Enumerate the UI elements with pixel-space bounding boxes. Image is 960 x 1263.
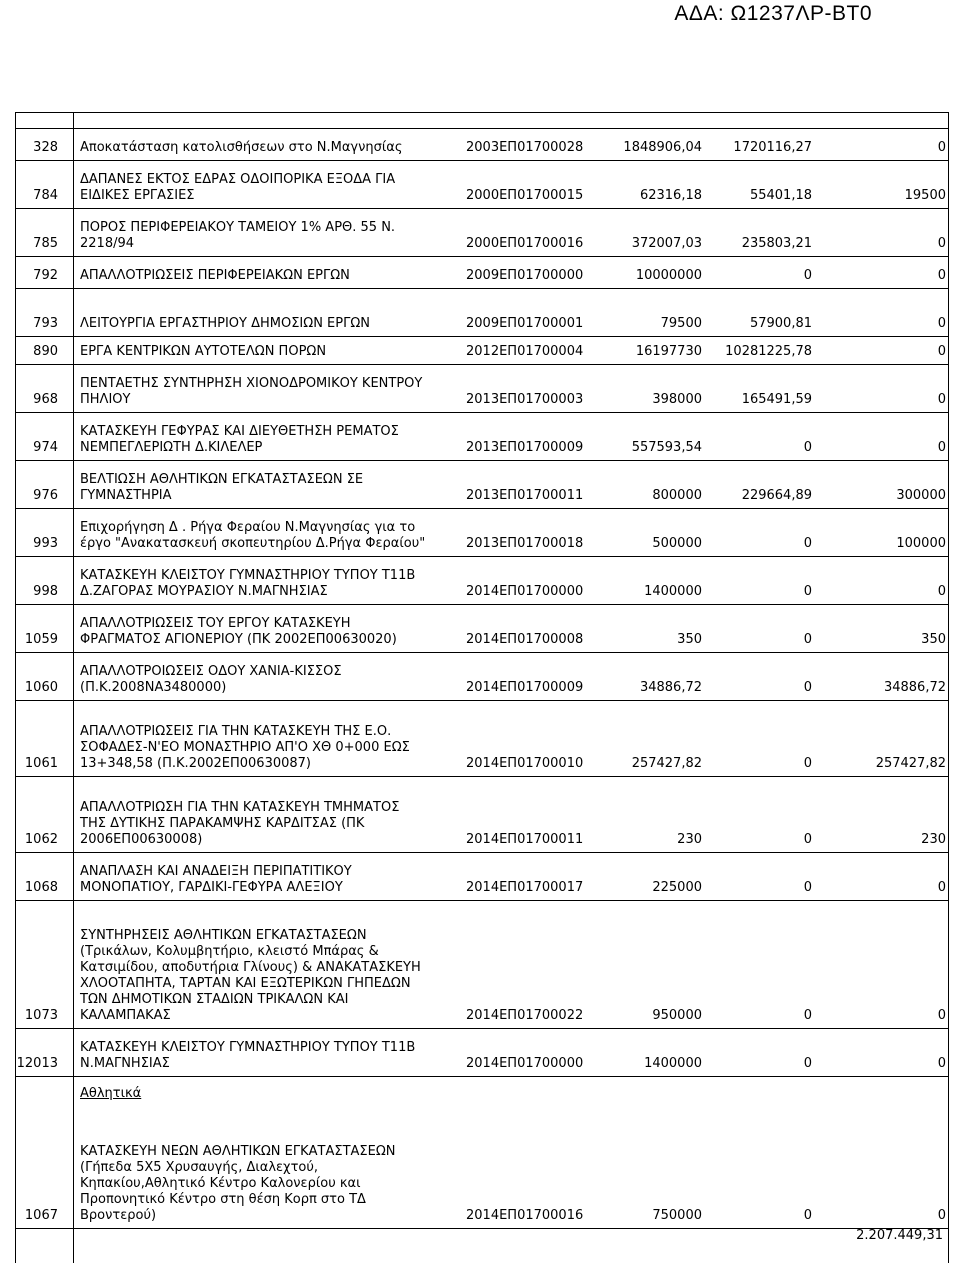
row-code: 2014ΕΠ01700017 xyxy=(466,880,584,895)
row-amount-c: 0 xyxy=(937,584,946,599)
row-amount-a: 34886,72 xyxy=(639,680,702,695)
row-amount-a: 79500 xyxy=(660,316,702,331)
row-amount-b: 229664,89 xyxy=(741,488,812,503)
row-code: 2012ΕΠ01700004 xyxy=(466,344,584,359)
row-id: 1067 xyxy=(24,1208,58,1223)
row-description: ΚΑΤΑΣΚΕΥΗ ΝΕΩΝ ΑΘΛΗΤΙΚΩΝ ΕΓΚΑΤΑΣΤΑΣΕΩΝ (Γήπεδα 5Χ5 Χρυσαυγής, Διαλεχτού, Κηπακίου,Αθλητικό Κέντρο Καλονερίου και Προπονητικό Κέντρο στη θέση Κορπ στο ΤΔ Βροντερού) xyxy=(80,1144,396,1223)
row-id: 784 xyxy=(33,188,58,203)
row-amount-c: 0 xyxy=(937,236,946,251)
row-amount-c: 300000 xyxy=(896,488,946,503)
row-amount-c: 0 xyxy=(937,880,946,895)
row-code: 2013ΕΠ01700011 xyxy=(466,488,584,503)
row-divider xyxy=(15,364,948,365)
row-amount-b: 0 xyxy=(803,536,812,551)
row-amount-a: 500000 xyxy=(652,536,702,551)
row-id: 1060 xyxy=(24,680,58,695)
row-amount-b: 1720116,27 xyxy=(733,140,812,155)
row-amount-a: 750000 xyxy=(652,1208,702,1223)
row-description: ΑΠΑΛΛΟΤΡΙΩΣΗ ΓΙΑ ΤΗΝ ΚΑΤΑΣΚΕΥΗ ΤΜΗΜΑΤΟΣ ΤΗΣ ΔΥΤΙΚΗΣ ΠΑΡΑΚΑΜΨΗΣ ΚΑΡΔΙΤΣΑΣ (ΠΚ 2006ΕΠ00630008) xyxy=(80,800,400,847)
row-id: 792 xyxy=(33,268,58,283)
col-divider-id xyxy=(73,112,74,1263)
row-id: 974 xyxy=(33,440,58,455)
row-code: 2013ΕΠ01700003 xyxy=(466,392,584,407)
row-amount-a: 257427,82 xyxy=(631,756,702,771)
row-code: 2000ΕΠ01700015 xyxy=(466,188,584,203)
row-amount-a: 1400000 xyxy=(644,1056,702,1071)
row-description: ΚΑΤΑΣΚΕΥΗ ΚΛΕΙΣΤΟΥ ΓΥΜΝΑΣΤΗΡΙΟΥ ΤΥΠΟΥ Τ11Β Ν.ΜΑΓΝΗΣΙΑΣ xyxy=(80,1040,416,1071)
row-description: ΠΟΡΟΣ ΠΕΡΙΦΕΡΕΙΑΚΟΥ ΤΑΜΕΙΟΥ 1% ΑΡΘ. 55 Ν. 2218/94 xyxy=(80,220,396,251)
row-id: 785 xyxy=(33,236,58,251)
row-amount-c: 0 xyxy=(937,1056,946,1071)
row-code: 2014ΕΠ01700022 xyxy=(466,1008,584,1023)
row-description: ΑΝΑΠΛΑΣΗ ΚΑΙ ΑΝΑΔΕΙΞΗ ΠΕΡΙΠΑΤΙΤΙΚΟΥ ΜΟΝΟΠΑΤΙΟΥ, ΓΑΡΔΙΚΙ-ΓΕΦΥΡΑ ΑΛΕΞΙΟΥ xyxy=(80,864,352,895)
row-amount-c: 0 xyxy=(937,1208,946,1223)
row-amount-b: 10281225,78 xyxy=(725,344,812,359)
row-amount-c: 230 xyxy=(921,832,946,847)
row-divider xyxy=(15,1028,948,1029)
row-description: ΣΥΝΤΗΡΗΣΕΙΣ ΑΘΛΗΤΙΚΩΝ ΕΓΚΑΤΑΣΤΑΣΕΩΝ (Τρικάλων, Κολυμβητήριο, κλειστό Μπάρας & Κατσιμίδου, αποδυτήρια Γλίνους) & ΑΝΑΚΑΤΑΣΚΕΥΗ ΧΛΟΟΤΑΠΗΤΑ, ΤΑΡΤΑΝ ΚΑΙ ΕΞΩΤΕΡΙΚΩΝ ΓΗΠΕΔΩΝ ΤΩΝ ΔΗΜΟΤΙΚΩΝ ΣΤΑΔΙΩΝ ΤΡΙΚΑΛΩΝ ΚΑΙ ΚΑΛΑΜΠΑΚΑΣ xyxy=(80,928,421,1023)
row-code: 2014ΕΠ01700000 xyxy=(466,584,584,599)
row-amount-a: 350 xyxy=(677,632,702,647)
row-amount-c: 0 xyxy=(937,392,946,407)
row-amount-c: 257427,82 xyxy=(875,756,946,771)
row-description: Αποκατάσταση κατολισθήσεων στο Ν.Μαγνησίας xyxy=(80,140,403,155)
row-id: 1068 xyxy=(24,880,58,895)
row-amount-c: 0 xyxy=(937,344,946,359)
row-divider xyxy=(15,288,948,289)
row-code: 2013ΕΠ01700018 xyxy=(466,536,584,551)
row-amount-b: 0 xyxy=(803,1208,812,1223)
row-divider xyxy=(15,852,948,853)
row-code: 2009ΕΠ01700001 xyxy=(466,316,584,331)
row-code: 2014ΕΠ01700010 xyxy=(466,756,584,771)
row-amount-a: 950000 xyxy=(652,1008,702,1023)
row-amount-a: 557593,54 xyxy=(631,440,702,455)
row-id: 1059 xyxy=(24,632,58,647)
row-divider xyxy=(15,1228,948,1229)
row-amount-b: 57900,81 xyxy=(749,316,812,331)
row-divider xyxy=(15,112,948,113)
row-divider xyxy=(15,460,948,461)
row-description: ΑΠΑΛΛΟΤΡΟΙΩΣΕΙΣ ΟΔΟΥ ΧΑΝΙΑ-ΚΙΣΣΟΣ (Π.Κ.2008ΝΑ3480000) xyxy=(80,664,342,695)
row-amount-a: 372007,03 xyxy=(631,236,702,251)
section-label: Αθλητικά xyxy=(80,1086,142,1101)
row-amount-a: 800000 xyxy=(652,488,702,503)
row-amount-b: 0 xyxy=(803,1056,812,1071)
row-id: 968 xyxy=(33,392,58,407)
row-id: 328 xyxy=(33,140,58,155)
row-code: 2009ΕΠ01700000 xyxy=(466,268,584,283)
row-code: 2014ΕΠ01700016 xyxy=(466,1208,584,1223)
row-amount-b: 0 xyxy=(803,268,812,283)
row-description: ΛΕΙΤΟΥΡΓΙΑ ΕΡΓΑΣΤΗΡΙΟΥ ΔΗΜΟΣΙΩΝ ΕΡΓΩΝ xyxy=(80,316,371,331)
row-amount-a: 230 xyxy=(677,832,702,847)
row-code: 2014ΕΠ01700000 xyxy=(466,1056,584,1071)
row-id: 1073 xyxy=(24,1008,58,1023)
row-id: 993 xyxy=(33,536,58,551)
row-amount-c: 19500 xyxy=(904,188,946,203)
row-divider xyxy=(15,900,948,901)
row-id: 12013 xyxy=(16,1056,58,1071)
row-amount-c: 100000 xyxy=(896,536,946,551)
row-divider xyxy=(15,208,948,209)
row-amount-c: 0 xyxy=(937,1008,946,1023)
row-divider xyxy=(15,160,948,161)
row-description: ΑΠΑΛΛΟΤΡΙΩΣΕΙΣ ΓΙΑ ΤΗΝ ΚΑΤΑΣΚΕΥΗ ΤΗΣ Ε.Ο. ΣΟΦΑΔΕΣ-Ν'ΕΟ ΜΟΝΑΣΤΗΡΙΟ ΑΠ'Ο ΧΘ 0+000 ΕΩΣ 13+348,58 (Π.Κ.2002ΕΠ00630087) xyxy=(80,724,410,771)
row-code: 2014ΕΠ01700011 xyxy=(466,832,584,847)
col-divider-right xyxy=(948,112,949,1263)
row-divider xyxy=(15,256,948,257)
row-amount-b: 235803,21 xyxy=(741,236,812,251)
row-divider xyxy=(15,652,948,653)
row-amount-b: 55401,18 xyxy=(749,188,812,203)
row-amount-c: 350 xyxy=(921,632,946,647)
row-amount-a: 225000 xyxy=(652,880,702,895)
row-id: 998 xyxy=(33,584,58,599)
row-amount-b: 0 xyxy=(803,880,812,895)
row-description: ΒΕΛΤΙΩΣΗ ΑΘΛΗΤΙΚΩΝ ΕΓΚΑΤΑΣΤΑΣΕΩΝ ΣΕ ΓΥΜΝΑΣΤΗΡΙΑ xyxy=(80,472,364,503)
row-divider xyxy=(15,700,948,701)
row-id: 793 xyxy=(33,316,58,331)
row-amount-a: 1848906,04 xyxy=(623,140,702,155)
row-amount-a: 16197730 xyxy=(635,344,702,359)
row-code: 2014ΕΠ01700008 xyxy=(466,632,584,647)
row-divider xyxy=(15,508,948,509)
row-amount-b: 0 xyxy=(803,680,812,695)
row-divider xyxy=(15,1076,948,1077)
row-amount-a: 62316,18 xyxy=(639,188,702,203)
row-description: Επιχορήγηση Δ . Ρήγα Φεραίου Ν.Μαγνησίας για το έργο "Ανακατασκευή σκοπευτηρίου Δ.Ρήγα Φεραίου" xyxy=(80,520,426,551)
row-amount-a: 398000 xyxy=(652,392,702,407)
row-amount-b: 0 xyxy=(803,632,812,647)
row-id: 976 xyxy=(33,488,58,503)
row-description: ΠΕΝΤΑΕΤΗΣ ΣΥΝΤΗΡΗΣΗ ΧΙΟΝΟΔΡΟΜΙΚΟΥ ΚΕΝΤΡΟΥ ΠΗΛΙΟΥ xyxy=(80,376,423,407)
row-description: ΑΠΑΛΛΟΤΡΙΩΣΕΙΣ ΤΟΥ ΕΡΓΟΥ ΚΑΤΑΣΚΕΥΗ ΦΡΑΓΜΑΤΟΣ ΑΓΙΟΝΕΡΙΟΥ (ΠΚ 2002ΕΠ00630020) xyxy=(80,616,397,647)
row-divider xyxy=(15,604,948,605)
row-code: 2014ΕΠ01700009 xyxy=(466,680,584,695)
row-amount-c: 0 xyxy=(937,316,946,331)
row-description: ΑΠΑΛΛΟΤΡΙΩΣΕΙΣ ΠΕΡΙΦΕΡΕΙΑΚΩΝ ΕΡΓΩΝ xyxy=(80,268,350,283)
row-code: 2013ΕΠ01700009 xyxy=(466,440,584,455)
row-id: 890 xyxy=(33,344,58,359)
row-amount-a: 10000000 xyxy=(635,268,702,283)
row-description: ΕΡΓΑ ΚΕΝΤΡΙΚΩΝ ΑΥΤΟΤΕΛΩΝ ΠΟΡΩΝ xyxy=(80,344,327,359)
grand-total: 2.207.449,31 xyxy=(856,1228,943,1243)
row-code: 2003ΕΠ01700028 xyxy=(466,140,584,155)
row-description: ΚΑΤΑΣΚΕΥΗ ΓΕΦΥΡΑΣ ΚΑΙ ΔΙΕΥΘΕΤΗΣΗ ΡΕΜΑΤΟΣ ΝΕΜΠΕΓΛΕΡΙΩΤΗ Δ.ΚΙΛΕΛΕΡ xyxy=(80,424,399,455)
row-amount-c: 0 xyxy=(937,140,946,155)
row-amount-b: 0 xyxy=(803,756,812,771)
row-description: ΚΑΤΑΣΚΕΥΗ ΚΛΕΙΣΤΟΥ ΓΥΜΝΑΣΤΗΡΙΟΥ ΤΥΠΟΥ Τ11Β Δ.ΖΑΓΟΡΑΣ ΜΟΥΡΑΣΙΟΥ Ν.ΜΑΓΝΗΣΙΑΣ xyxy=(80,568,416,599)
row-divider xyxy=(15,776,948,777)
row-id: 1061 xyxy=(24,756,58,771)
row-amount-b: 0 xyxy=(803,1008,812,1023)
ada-code: ΑΔΑ: Ω1237ΛΡ-ΒΤ0 xyxy=(674,2,872,25)
row-amount-b: 0 xyxy=(803,440,812,455)
row-amount-b: 0 xyxy=(803,832,812,847)
row-divider xyxy=(15,556,948,557)
row-code: 2000ΕΠ01700016 xyxy=(466,236,584,251)
row-description: ΔΑΠΑΝΕΣ ΕΚΤΟΣ ΕΔΡΑΣ ΟΔΟΙΠΟΡΙΚΑ ΕΞΟΔΑ ΓΙΑ ΕΙΔΙΚΕΣ ΕΡΓΑΣΙΕΣ xyxy=(80,172,396,203)
row-amount-c: 34886,72 xyxy=(883,680,946,695)
row-amount-c: 0 xyxy=(937,440,946,455)
row-divider xyxy=(15,336,948,337)
row-amount-c: 0 xyxy=(937,268,946,283)
row-amount-a: 1400000 xyxy=(644,584,702,599)
row-amount-b: 0 xyxy=(803,584,812,599)
row-divider xyxy=(15,412,948,413)
row-amount-b: 165491,59 xyxy=(741,392,812,407)
row-id: 1062 xyxy=(24,832,58,847)
row-divider xyxy=(15,128,948,129)
